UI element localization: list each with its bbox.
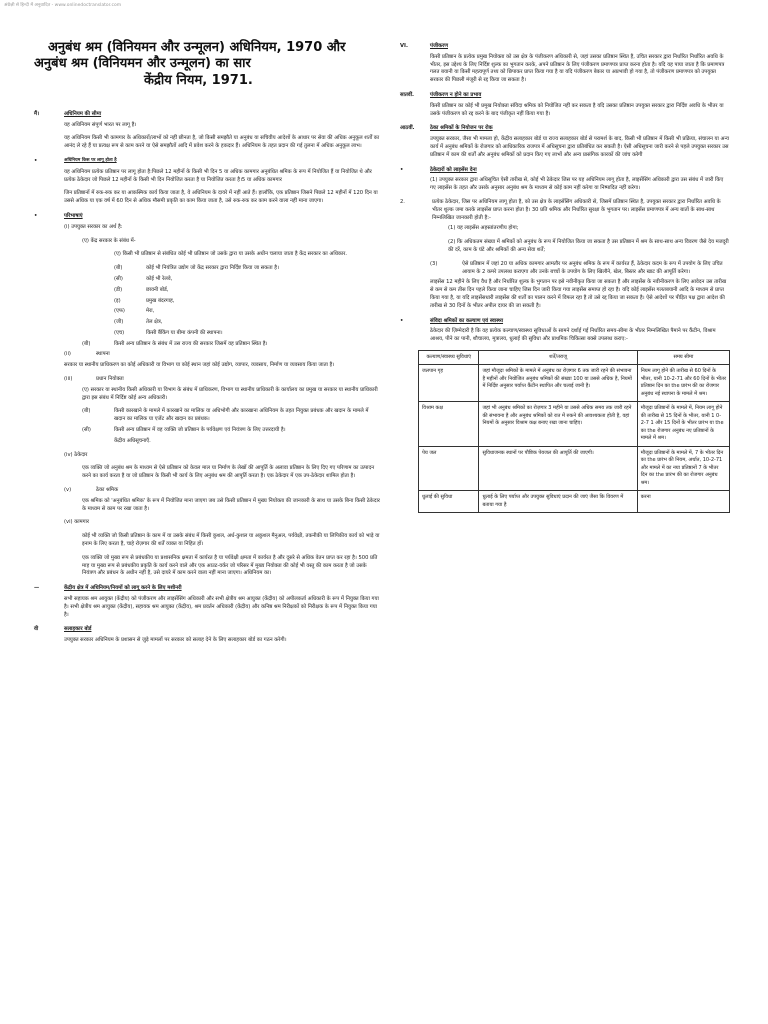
definition: (iv) ठेकेदार [64, 451, 88, 458]
welfare-table [418, 350, 730, 514]
list-item: (एफ) मेरा, [114, 308, 155, 315]
definition: (बी) किसी कारखाने के मामले में कारखाने का मालिक या अधिभोगी और कारखाना अधिनियम के तहत नियुक्त प्रबंधक और खदान के मामले में खदान का मालिक या एजेंट और खदान का प्रबंधक। [82, 408, 369, 423]
paragraph: एक व्यक्ति जो मुख्य रूप से प्रबंधकीय या प्रशासनिक क्षमता में कार्यरत है या पर्यवेक्षी क्षमता में कार्यरत है और दूसरे से अधिक वेतन प्राप्त कर रहा है। 500 प्रति माह या मुख्य रूप से प्रबंधकीय प्रकृति के कार्य करने वाले और एक आउट-वर्कर जो परिसर में मुख्य नियोक्ता की कोई भी वस्तु की काम करता है जो उसके नियंत्रण और प्रबंधन के अधीन नहीं है, उसे दायरे में काम करने वाला नहीं माना जाएगा। अधिनियम का। [82, 554, 378, 577]
definition: (v) ठेका श्रमिक [64, 487, 119, 494]
section-title: अधिनियम किस पर लागू होता है [64, 157, 117, 163]
table-cell: जलपान गृह [419, 365, 479, 402]
definition: (i) उपयुक्त सरकार का अर्थ है: [64, 223, 123, 230]
paragraph: जिन प्रतिष्ठानों में रुक-रुक कर या आकस्मिक कार्य किया जाता है, वे अधिनियम के दायरे में नहीं आते हैं। हालाँकि, एक प्रतिष्ठान जिसने पिछले 12 महीनों में 120 दिन या उससे अधिक या एक वर्ष में 60 दिन से अधिक मौसमी प्रकृति का काम किया जाता है, उसे रुक-रुक कर काम करने वाला नहीं माना जाएगा। [64, 190, 378, 205]
section-number: आठवीं. [400, 125, 415, 132]
section-registration [400, 43, 730, 51]
numbered-paragraph: 2. प्रत्येक ठेकेदार, जिस पर अधिनियम लागू होता है, को उस क्षेत्र के लाइसेंसिंग अधिकारी से, जिसमें प्रतिष्ठान स्थित है, उपयुक्त सरकार द्वारा निर्धारित अवधि के भीतर शुल्क जमा करके लाइसेंस प्राप्त करना होता है। 30 प्रति श्रमिक और निर्धारित सुरक्षा के भुगतान पर। लाइसेंस प्रमाणपत्र में अन्य बातों के साथ-साथ निम्नलिखित जानकारी होती है:- [400, 198, 721, 221]
paragraph: यह अधिनियम संपूर्ण भारत पर लागू है। [64, 121, 137, 128]
section-number: मैं। [34, 110, 40, 117]
table-cell: मौजूदा प्रतिष्ठानों के मामले में, 7 के भीतर दिन का the प्रारंभ की नियम, अर्थात, 10-2-71 और मामले में का नया प्रतिष्ठानों 7 के भीतर दिन का the प्रारंभ की का रोजगार अनुबंध श्रम। [637, 446, 729, 491]
right-column [400, 36, 730, 513]
table-cell: नियम लागू होने की तारीख से 60 दिनों के भीतर, यानी 10-2-71 और 60 दिनों के भीतर प्रतिष्ठान दिन का the प्रारंभ की का रोजगार अनुबंध नई स्थापना के मामले में श्रम। [637, 365, 729, 402]
paragraph: किसी प्रतिष्ठान के प्रत्येक प्रमुख नियोक्ता को उस क्षेत्र के पंजीकरण अधिकारी से, जहां उसका प्रतिष्ठान स्थित है, उचित सरकार द्वारा निर्धारित निर्धारित अवधि के भीतर, इस उद्देश्य के लिए निर्दिष्ट शुल्क का भुगतान करके, अपने प्रतिष्ठान के लिए पंजीकरण प्रमाणपत्र प्राप्त करना होता है। यदि यह पाया जाता है कि प्रमाणपत्र गलत बयानी या किसी महत्वपूर्ण तथ्य को छिपाकर प्राप्त किया गया है या यदि पंजीकरण बेकार या अप्रभावी हो गया है, तो पंजीकरण प्रमाणपत्र को उपयुक्त सरकार की पिछली मंजूरी से रद्द किया जा सकता है। [430, 53, 725, 84]
table-row [419, 365, 730, 402]
list-item: (एच) किसी बैंकिंग या बीमा कंपनी की स्थापना। [114, 329, 223, 336]
definition: (ii) स्थापना [64, 351, 110, 358]
list-item: (सी) कोई भी रेलवे, [114, 275, 173, 282]
section-machinery [34, 585, 380, 593]
paragraph: (1) यह लाइसेंस अहस्तांतरणीय होगा; [448, 225, 519, 232]
definition: (सी) किसी अन्य प्रतिष्ठान में वह व्यक्ति जो प्रतिष्ठान के पर्यवेक्षण एवं नियंत्रण के लिए उत्तरदायी है। [82, 427, 286, 434]
list-item: (इ) प्रमुख बंदरगाह, [114, 297, 175, 304]
table-header: समय सीमा [637, 350, 729, 365]
definition: (ए) केंद्र सरकार के संबंध में- [82, 237, 136, 244]
table-row [419, 402, 730, 447]
section-title: ठेकेदारों को लाइसेंस देना [430, 166, 477, 173]
section-definitions [34, 213, 380, 221]
table-cell: जहां मौजूदा श्रमिकों के मामले में अनुबंध का रोज़गार 6 तक जारी रहने की संभावना है महीनों और नियोजित अनुबंध श्रमिकों की संख्या 100 या उससे अधिक है, नियमों में निर्दिष्ट अनुसार पर्याप्त कैंटीन स्थापित और चलाई जानी है। [479, 365, 637, 402]
section-title: सलाहकार बोर्ड [64, 626, 92, 633]
section-prohibition [400, 125, 730, 133]
section-title: संविदा श्रमिकों का कल्याण एवं स्वास्थ्य [430, 317, 504, 324]
section-title: केंद्रीय क्षेत्र में अधिनियम/नियमों को लागू करने के लिए मशीनरी [64, 585, 182, 592]
paragraph: लाइसेंस 12 महीने के लिए वैध है और निर्धारित शुल्क के भुगतान पर इसे नवीनीकृत किया जा सकता है और लाइसेंस के नवीनीकरण के लिए आवेदन उस तारीख से कम से कम तीस दिन पहले किया जाना चाहिए जिस दिन जारी किया गया लाइसेंस समाप्त हो रहा है। यदि कोई लाइसेंस गलतबयानी आदि के माध्यम से प्राप्त किया गया है, या यदि लाइसेंसधारी लाइसेंस की शर्तों का पालन करने में विफल रहा है तो उसे रद्द किया जा सकता है। ऐसे आदेशों पर पीड़ित पक्ष द्वारा आदेश की तारीख से 30 दिनों के भीतर अपील दायर की जा सकती है। [430, 279, 727, 309]
paragraph: एक श्रमिक को 'अनुबंधित श्रमिक' के रूप में नियोजित माना जाएगा जब उसे किसी प्रतिष्ठान में मुख्य नियोक्ता की जानकारी के साथ या उसके बिना किसी ठेकेदार के माध्यम से काम पर रखा जाता है। [82, 497, 380, 512]
paragraph: (1) उपयुक्त सरकार द्वारा अधिसूचित ऐसी तारीख से, कोई भी ठेकेदार जिस पर यह अधिनियम लागू होता है, लाइसेंसिंग अधिकारी द्वारा उस संबंध में जारी किए गए लाइसेंस के तहत और उसके अनुसार अनुबंध श्रम के माध्यम से कोई काम नहीं करेगा या निष्पादित नहीं करेगा। [430, 177, 724, 192]
bullet-icon: • [34, 157, 38, 164]
table-cell: सुविधाजनक स्थानों पर पौष्टिक पेयजल की आपूर्ति की जाएगी। [479, 446, 637, 491]
paragraph: उपयुक्त सरकार, जैसा भी मामला हो, केंद्रीय सलाहकार बोर्ड या राज्य सलाहकार बोर्ड से परामर्श के बाद, किसी भी प्रतिष्ठान में किसी भी प्रक्रिया, संचालन या अन्य कार्य में अनुबंध श्रमिकों के रोजगार को आधिकारिक राजपत्र में अधिसूचना द्वारा प्रतिबंधित कर सकती है। ऐसी अधिसूचना जारी करने से पहले उपयुक्त सरकार उस प्रतिष्ठान में काम की शर्तों और अनुबंध श्रमिकों को प्रदान किए गए लाभों और अन्य प्रासंगिक कारकों की जांच करेगी [430, 136, 730, 158]
section-welfare [400, 318, 730, 326]
section-non-registration [400, 92, 730, 100]
title-line-3: केंद्रीय नियम, 1971. [144, 72, 253, 88]
paragraph: कोई भी व्यक्ति जो किसी प्रतिष्ठान के काम में या उसके संबंध में किसी कुशल, अर्ध-कुशल या अकुशल मैनुअल, पर्यवेक्षी, तकनीकी या लिपिकीय कार्य को भाड़े या इनाम के लिए करता है, चाहे रोज़गार की शर्तें व्यक्त या निहित हों। [82, 533, 380, 548]
paragraph: ठेकेदार की ज़िम्मेदारी है कि वह प्रत्येक कल्याण/स्वास्थ्य सुविधाओं के सामने दर्शाई गई निर्धारित समय-सीमा के भीतर निम्नलिखित पैमाने पर कैंटीन, विश्राम आश्रय, पीने का पानी, शौचालय, मूत्रालय, धुलाई की सुविधा और प्राथमिक चिकित्सा बक्से उपलब्ध कराए:- [430, 328, 716, 343]
section-number: सातवीं. [400, 91, 415, 98]
table-header: शर्तें/तराजू [479, 350, 637, 365]
paragraph: यह अधिनियम प्रत्येक प्रतिष्ठान पर लागू होता है:पिछले 12 महीनों के किसी भी दिन 5 या अधिक कामगार अनुबंधित श्रमिक के रूप में नियोजित हैं या नियोजित थे और प्रत्येक ठेकेदार जो पिछले 12 महीनों के किसी भी दिन नियोजित करता है या नियोजित करता है।5 या अधिक कामगार [64, 168, 372, 183]
section-title: पंजीकरण [430, 43, 448, 49]
section-title: परिभाषाएं [64, 212, 83, 219]
definition: (iii) प्रधान नियोक्ता [64, 376, 124, 383]
title-line-2: अनुबंध श्रम (विनियमन और उन्मूलन) का सार [34, 56, 251, 72]
list-item: (डी) छावनी बोर्ड, [114, 286, 169, 293]
section-number: वी [34, 626, 39, 633]
bullet-icon: — [34, 585, 40, 592]
definition: (बी) किसी अन्य प्रतिष्ठान के संबंध में उस राज्य की सरकार जिसमें वह प्रतिष्ठान स्थित है। [82, 340, 268, 347]
document-title [34, 40, 380, 89]
table-cell: पेय जल [419, 446, 479, 491]
paragraph: सभी सहायक श्रम आयुक्त (केंद्रीय) को पंजीकरण और लाइसेंसिंग अधिकारी और सभी क्षेत्रीय श्रम आयुक्त (केंद्रीय) को अपीलकर्ता अधिकारी के रूप में नियुक्त किया गया है। सभी क्षेत्रीय श्रम आयुक्त (केंद्रीय), सहायक श्रम आयुक्त (केंद्रीय), श्रम प्रवर्तन अधिकारी (केंद्रीय) और कनिष्ठ श्रम निरीक्षकों को निरीक्षक के रूप में नियुक्त किया गया है। [64, 596, 379, 618]
paragraph: (2) कि अधिकतम संख्या में श्रमिकों को अनुबंध के रूप में नियोजित किया जा सकता है उस प्रतिष्ठान में श्रम के साथ-साथ अन्य विवरण जैसे देय मजदूरी की दरें, काम के घंटे और श्रमिकों की अन्य सेवा शर्तें; [448, 239, 729, 253]
table-cell: धुलाई की सुविधा [419, 491, 479, 513]
section-number: VI. [400, 43, 408, 49]
section-title: अधिनियम की सीमा [64, 110, 102, 117]
list-item: (जी) तेल क्षेत्र, [114, 319, 163, 326]
left-column [34, 22, 380, 651]
list-item: (बी) कोई भी नियंत्रित उद्योग जो केंद्र सरकार द्वारा निर्दिष्ट किया जा सकता है। [114, 265, 279, 272]
paragraph: (ए) सरकार या स्थानीय किसी अधिकारी या विभाग के संबंध में प्राधिकरण, विभाग या स्थानीय प्राधिकारी के कार्यालय का प्रमुख या सरकार या स्थानीय प्राधिकारी द्वारा इस संबंध में निर्दिष्ट कोई अन्य अधिकारी। [82, 386, 378, 401]
table-cell: विश्राम कक्ष [419, 402, 479, 447]
section-advisory-board [34, 626, 380, 634]
section-title: पंजीकरण न होने का प्रभाव [430, 91, 482, 98]
section-licensing [400, 167, 730, 175]
table-cell: जहां भी अनुबंध श्रमिकों का रोज़गार 3 महीने या उससे अधिक समय तक जारी रहने की संभावना है और अनुबंध श्रमिकों को रात में रुकने की आवश्यकता होती है, वहां नियमों के अनुसार विश्राम कक्ष बनाए रखा जाना चाहिए। [479, 402, 637, 447]
table-row [419, 491, 730, 513]
paragraph: यह अधिनियम किसी भी कामगार के अधिकारों/लाभों को नहीं छीनता है, जो किसी समझौते या अनुबंध या सचिवीय आदेशों के आधार पर सेवा की अधिक अनुकूल शर्तों का आनंद ले रहे हैं या प्रत्यक्ष रूप से काम करने या ऐसे समझौतों आदि में प्रवेश करने के हकदार हैं। अधिनियम के तहत प्रदान की गई तुलना में अधिक अनुकूल लाभ। [64, 135, 380, 150]
section-applicability [34, 158, 380, 166]
section-scope [34, 111, 380, 119]
bullet-icon: • [34, 212, 38, 219]
section-title: ठेका श्रमिकों के नियोजन पर रोक [430, 125, 493, 132]
definition: (vi) कामगार [64, 519, 90, 526]
table-cell: मौजूदा प्रतिष्ठानों के मामले में, नियम लागू होने की तारीख से 15 दिनों के भीतर, यानी 1 0-2-7 1 और 15 दिनों के भीतर प्रारंभ या the का the रोजगार अनुबंध नए प्रतिष्ठानों के मामले में श्रम। [637, 402, 729, 447]
numbered-paragraph: (3) ऐसे प्रतिष्ठान में जहां 20 या अधिक कामगार आमतौर पर अनुबंध श्रमिक के रूप में कार्यरत हैं, ठेकेदार कदम के रूप में उपयोग के लिए उचित आयाम के 2 कमरे उपलब्ध कराएगा और उनके बच्चों के उपयोग के लिए खिलौने, खेल, बिस्तर और खाट की आपूर्ति करेगा। [430, 260, 723, 275]
title-line-1: अनुबंध श्रम (विनियमन और उन्मूलन) अधिनियम, 1970 और [48, 40, 346, 55]
table-header-row [419, 350, 730, 365]
bullet-icon: • [400, 317, 404, 324]
table-header: कल्याण/स्वास्थ्य सुविधाएं [419, 350, 479, 365]
table-cell: करना [637, 491, 729, 513]
table-cell: धुलाई के लिए पर्याप्त और उपयुक्त सुविधाएं प्रदान की जाएं जैसा कि विवरण में बताया गया है [479, 491, 637, 513]
paragraph: सरकार या स्थानीय प्राधिकरण का कोई अधिकारी या विभाग या कोई स्थान जहां कोई उद्योग, व्यापार, व्यवसाय, निर्माण या व्यवसाय किया जाता है। [64, 362, 335, 369]
paragraph: केंद्रीय अधिसूचनाएँ. [114, 437, 151, 444]
paragraph: किसी प्रतिष्ठान का कोई भी प्रमुख नियोक्ता संविदा श्रमिक को नियोजित नहीं कर सकता है यदि उसका प्रतिष्ठान उपयुक्त सरकार द्वारा निर्दिष्ट अवधि के भीतर या उसके पंजीकरण को रद्द करने के बाद पंजीकृत नहीं किया गया है। [430, 102, 724, 117]
definition-list [34, 265, 380, 338]
bullet-icon: • [400, 166, 404, 173]
paragraph: एक व्यक्ति जो अनुबंध श्रम के माध्यम से ऐसे प्रतिष्ठान को केवल माल या निर्माण के लेखों की आपूर्ति के अलावा प्रतिष्ठान के लिए दिए गए परिणाम का उत्पादन करने का कार्य करता है या जो प्रतिष्ठान के किसी भी कार्य के लिए अनुबंध श्रम की आपूर्ति करता है। एक ठेकेदार में एक उप-ठेकेदार शामिल होता है। [82, 465, 375, 480]
paragraph: उपयुक्त सरकार अधिनियम के प्रशासन से जुड़े मामलों पर सरकार को सलाह देने के लिए सलाहकार बोर्ड का गठन करेगी। [64, 637, 287, 644]
table-row [419, 446, 730, 491]
translator-banner: अंग्रेज़ी से हिन्दी में अनुवादित - www.onlinedoctranslator.com [4, 3, 122, 8]
definition: (ए) किसी भी प्रतिष्ठान से संबंधित कोई भी प्रतिष्ठान जो उसके द्वारा या उसके अधीन चलाया जाता है केंद्र सरकार का अधिकार. [114, 251, 347, 258]
